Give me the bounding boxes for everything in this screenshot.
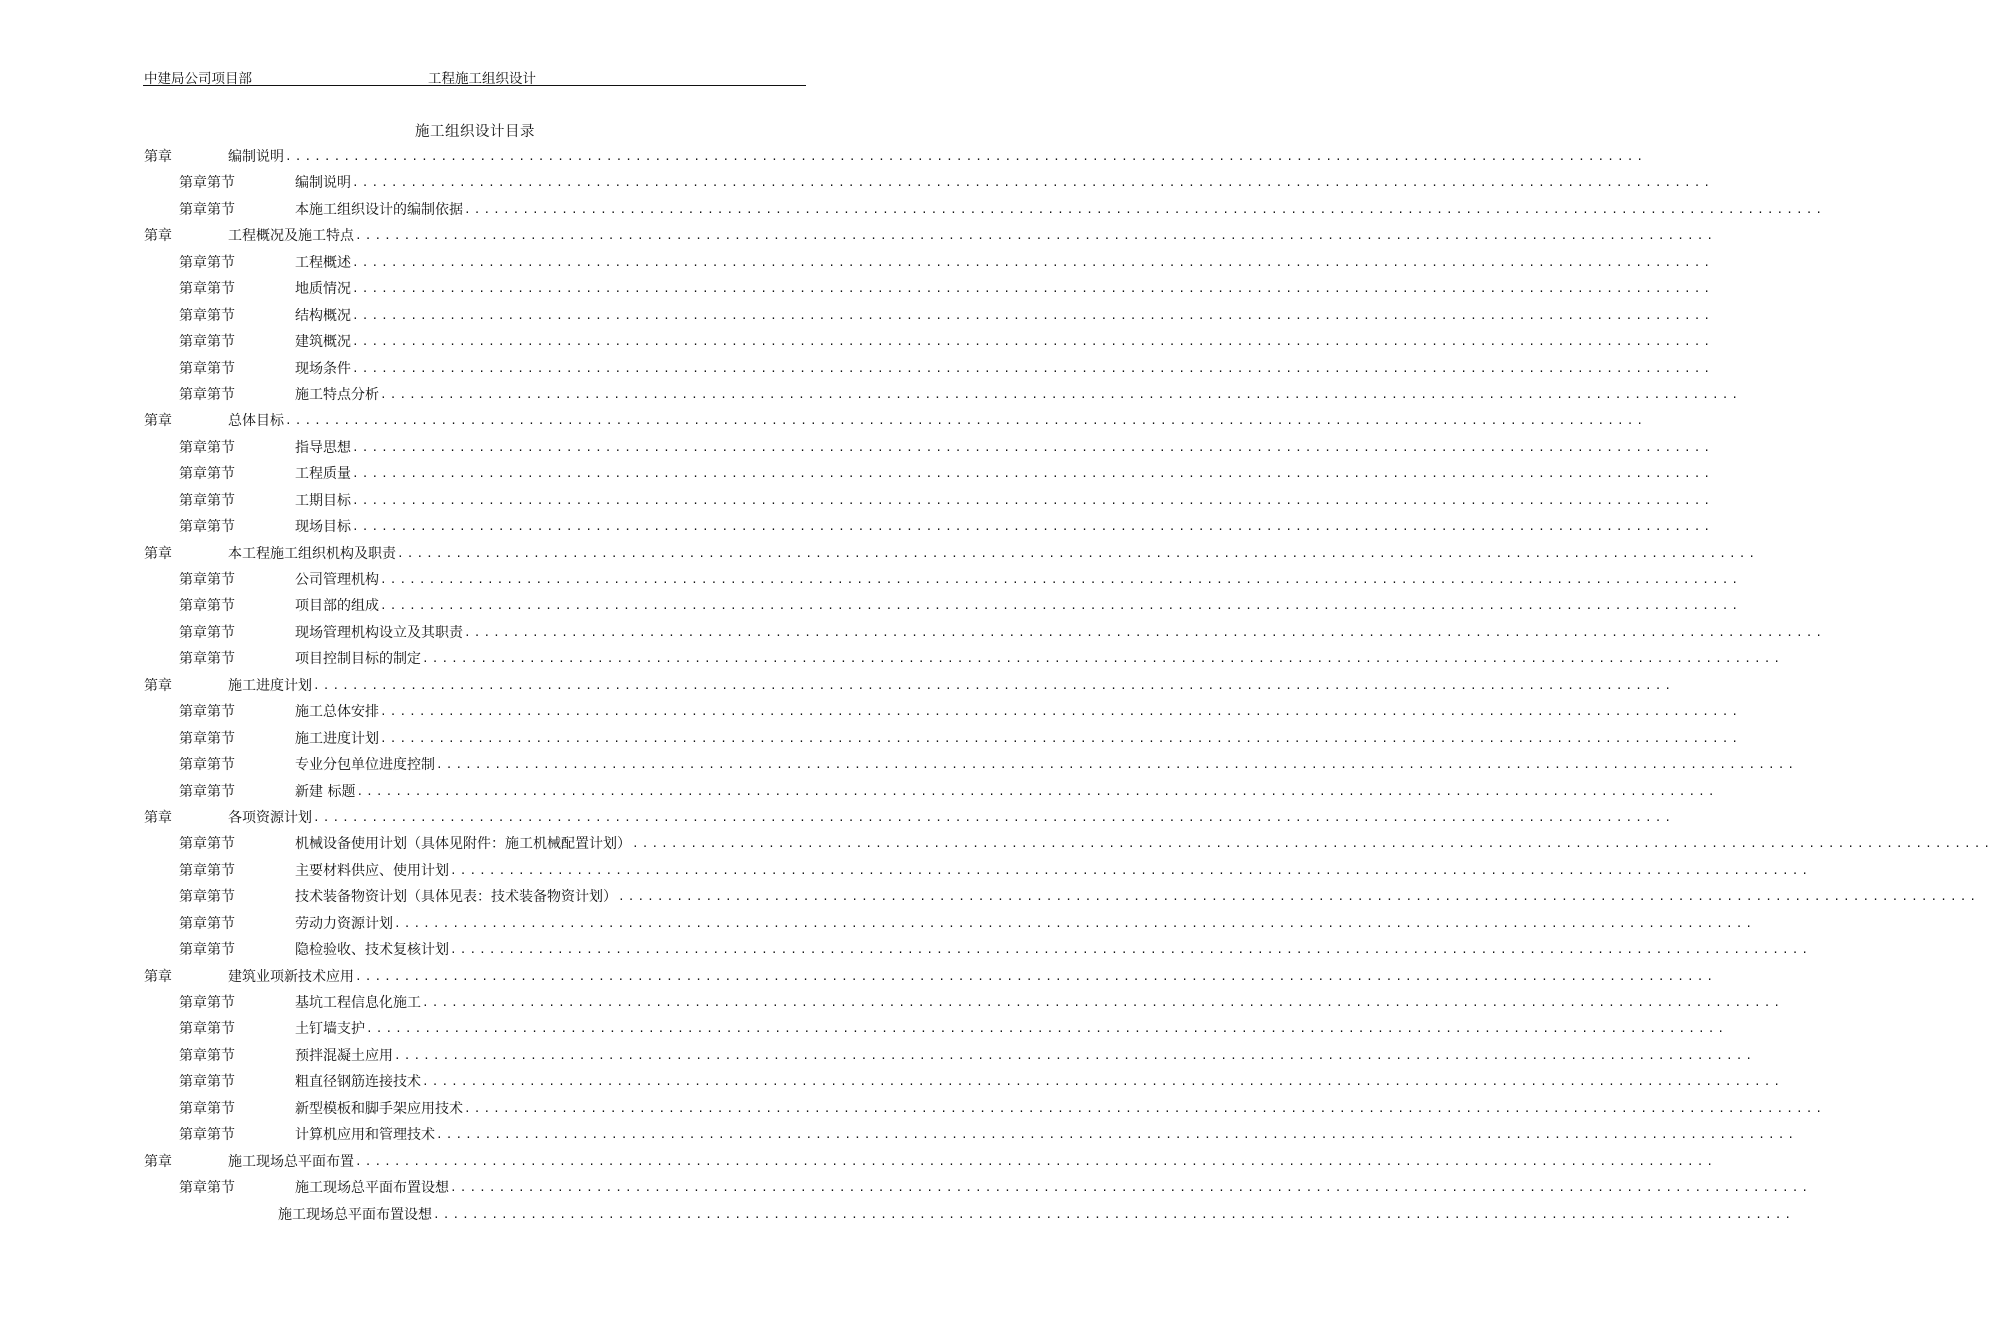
toc-entry-title-line <box>295 276 1714 302</box>
toc-entry-title-line <box>295 884 1980 910</box>
toc-entry-section[interactable] <box>0 303 1714 329</box>
toc-entry-number: 第章第节 <box>179 356 235 382</box>
toc-entry-number: 第章 <box>144 964 172 990</box>
toc-entry-title-line <box>295 1096 1826 1122</box>
toc-entry-section[interactable] <box>0 567 1742 593</box>
toc-entry-number: 第章第节 <box>179 276 235 302</box>
toc-entry-title: 专业分包单位进度控制 <box>295 752 436 778</box>
toc-entry-title-line <box>295 1069 1784 1095</box>
toc-entry-number: 第章第节 <box>179 937 235 963</box>
toc-entry-title-line <box>295 779 1718 805</box>
toc-dot-leader: ............................................................................................................................................ <box>352 520 1714 534</box>
toc-dot-leader: ............................................................................................................................................ <box>352 493 1714 507</box>
toc-entry-number: 第章 <box>144 223 172 249</box>
toc-entry-number: 第章第节 <box>179 435 235 461</box>
toc-entry-number: 第章第节 <box>179 461 235 487</box>
toc-entry-title-line <box>295 197 1826 223</box>
toc-dot-leader: ............................................................................................................................................ <box>464 202 1826 216</box>
toc-dot-leader: ............................................................................................................................................ <box>352 282 1714 296</box>
toc-dot-leader: ............................................................................................................................................ <box>632 837 1993 851</box>
toc-entry-number: 第章第节 <box>179 593 235 619</box>
toc-entry-number: 第章第节 <box>179 250 235 276</box>
toc-dot-leader: ............................................................................................................................................ <box>464 1101 1826 1115</box>
toc-entry-section[interactable] <box>0 752 1798 778</box>
toc-entry-chapter[interactable] <box>0 1149 1717 1175</box>
toc-entry-title-line <box>295 435 1714 461</box>
toc-entry-title: 主要材料供应、使用计划 <box>295 858 450 884</box>
toc-entry-number: 第章 <box>144 408 172 434</box>
toc-entry-title-line <box>295 356 1714 382</box>
toc-entry-title: 项目控制目标的制定 <box>295 646 422 672</box>
toc-dot-leader: ............................................................................................................................................ <box>380 573 1742 586</box>
toc-entry-section[interactable] <box>0 937 1812 963</box>
toc-dot-leader: ............................................................................................................................................ <box>394 1048 1756 1062</box>
toc-entry-title-line <box>295 514 1714 540</box>
toc-entry-title: 指导思想 <box>295 435 352 461</box>
toc-entry-title-line <box>228 1149 1717 1175</box>
toc-dot-leader: ............................................................................................................................................ <box>352 255 1714 269</box>
toc-entry-title: 本施工组织设计的编制依据 <box>295 197 464 223</box>
toc-entry-title: 结构概况 <box>295 303 352 329</box>
toc-entry-number: 第章 <box>144 673 172 699</box>
toc-entry-section[interactable] <box>0 1096 1826 1122</box>
toc-entry-number: 第章第节 <box>179 197 235 223</box>
toc-entry-section[interactable] <box>0 884 1980 910</box>
toc-entry-title-line <box>295 1016 1728 1042</box>
toc-entry-title-line <box>295 620 1826 646</box>
toc-entry-title-line <box>295 831 1993 857</box>
toc-dot-leader: ............................................................................................................................................ <box>352 440 1714 454</box>
toc-dot-leader: ............................................................................................................................................ <box>352 361 1714 375</box>
toc-entry-title: 现场目标 <box>295 514 352 540</box>
toc-entry-number: 第章第节 <box>179 329 235 355</box>
toc-entry-title: 预拌混凝土应用 <box>295 1043 394 1069</box>
toc-entry-section[interactable] <box>0 1175 1812 1201</box>
toc-entry-section[interactable] <box>0 911 1756 937</box>
toc-entry-number: 第章第节 <box>179 567 235 593</box>
toc-entry-chapter[interactable] <box>0 144 1647 170</box>
toc-entry-section[interactable] <box>0 382 1742 408</box>
table-of-contents <box>0 144 1993 1228</box>
toc-dot-leader: ............................................................................................................................................ <box>355 969 1717 983</box>
toc-entry-number: 第章第节 <box>179 1096 235 1122</box>
toc-entry-title: 粗直径钢筋连接技术 <box>295 1069 422 1095</box>
toc-entry-title-line <box>228 964 1717 990</box>
toc-dot-leader: ............................................................................................................................................ <box>313 810 1675 824</box>
toc-entry-section[interactable] <box>0 831 1993 857</box>
toc-entry-title: 施工现场总平面布置 <box>228 1149 355 1175</box>
toc-title: 施工组织设计目录 <box>415 124 535 140</box>
toc-entry-number: 第章第节 <box>179 779 235 805</box>
toc-entry-title-line <box>228 408 1647 434</box>
toc-entry-section[interactable] <box>0 779 1718 805</box>
toc-entry-title-line <box>295 329 1714 355</box>
toc-entry-title: 工程质量 <box>295 461 352 487</box>
toc-entry-title-line <box>295 303 1714 329</box>
toc-dot-leader: ............................................................................................................................................ <box>436 1128 1798 1142</box>
toc-entry-chapter[interactable] <box>0 408 1647 434</box>
toc-entry-title: 机械设备使用计划（具体见附件：施工机械配置计划） <box>295 831 632 857</box>
toc-entry-section[interactable] <box>0 514 1714 540</box>
toc-entry-section[interactable] <box>0 726 1742 752</box>
toc-entry-title-line <box>228 805 1675 831</box>
toc-entry-section[interactable] <box>0 250 1714 276</box>
toc-entry-section[interactable] <box>0 435 1714 461</box>
toc-entry-title-line <box>295 593 1742 619</box>
toc-entry-number: 第章第节 <box>179 620 235 646</box>
toc-entry-section[interactable] <box>0 276 1714 302</box>
toc-entry-sub[interactable] <box>0 1202 1795 1228</box>
toc-entry-title-line <box>295 752 1798 778</box>
toc-entry-section[interactable] <box>0 620 1826 646</box>
toc-entry-title-line <box>295 937 1812 963</box>
toc-entry-number: 第章 <box>144 541 172 567</box>
toc-entry-section[interactable] <box>0 1016 1728 1042</box>
toc-entry-title: 项目部的组成 <box>295 593 380 619</box>
toc-entry-number: 第章第节 <box>179 726 235 752</box>
toc-entry-number: 第章第节 <box>179 1043 235 1069</box>
toc-entry-title-line <box>295 646 1784 672</box>
toc-entry-title: 施工特点分析 <box>295 382 380 408</box>
toc-entry-number: 第章第节 <box>179 858 235 884</box>
toc-entry-title-line <box>295 726 1742 752</box>
toc-dot-leader: ............................................................................................................................................ <box>356 784 1718 798</box>
toc-entry-number: 第章 <box>144 1149 172 1175</box>
toc-dot-leader: ............................................................................................................................................ <box>366 1022 1728 1036</box>
toc-entry-section[interactable] <box>0 593 1742 619</box>
toc-entry-section[interactable] <box>0 1043 1756 1069</box>
toc-entry-chapter[interactable] <box>0 673 1675 699</box>
toc-dot-leader: ............................................................................................................................................ <box>422 652 1784 666</box>
toc-entry-title: 施工进度计划 <box>228 673 313 699</box>
toc-entry-number: 第章第节 <box>179 699 235 725</box>
toc-entry-title: 公司管理机构 <box>295 567 380 593</box>
toc-entry-title: 施工现场总平面布置设想 <box>278 1202 433 1228</box>
toc-dot-leader: ............................................................................................................................................ <box>380 387 1742 401</box>
toc-dot-leader: ............................................................................................................................................ <box>380 705 1742 719</box>
toc-entry-title: 现场条件 <box>295 356 352 382</box>
toc-entry-title-line <box>295 382 1742 408</box>
toc-entry-title: 工程概况及施工特点 <box>228 223 355 249</box>
toc-entry-title: 施工现场总平面布置设想 <box>295 1175 450 1201</box>
toc-entry-title-line <box>228 223 1717 249</box>
toc-entry-title-line <box>295 250 1714 276</box>
toc-entry-section[interactable] <box>0 329 1714 355</box>
toc-entry-number: 第章第节 <box>179 1175 235 1201</box>
toc-entry-title: 隐检验收、技术复核计划 <box>295 937 450 963</box>
toc-entry-section[interactable] <box>0 646 1784 672</box>
toc-entry-number: 第章第节 <box>179 831 235 857</box>
toc-dot-leader: ............................................................................................................................................ <box>422 996 1784 1009</box>
toc-dot-leader: ............................................................................................................................................ <box>422 1075 1784 1089</box>
toc-dot-leader: ............................................................................................................................................ <box>433 1207 1795 1221</box>
toc-entry-section[interactable] <box>0 197 1826 223</box>
toc-dot-leader: ............................................................................................................................................ <box>313 678 1675 692</box>
toc-entry-chapter[interactable] <box>0 541 1759 567</box>
toc-entry-number: 第章第节 <box>179 646 235 672</box>
toc-entry-title: 新型模板和脚手架应用技术 <box>295 1096 464 1122</box>
toc-entry-number: 第章第节 <box>179 514 235 540</box>
toc-entry-chapter[interactable] <box>0 964 1717 990</box>
toc-dot-leader: ............................................................................................................................................ <box>450 943 1812 957</box>
toc-entry-title-line <box>295 1175 1812 1201</box>
toc-dot-leader: ............................................................................................................................................ <box>450 863 1812 877</box>
toc-entry-number: 第章第节 <box>179 884 235 910</box>
toc-entry-title-line <box>228 144 1647 170</box>
toc-entry-number: 第章 <box>144 805 172 831</box>
toc-entry-title: 基坑工程信息化施工 <box>295 990 422 1016</box>
toc-entry-title: 新建 标题 <box>295 779 356 805</box>
toc-entry-number: 第章第节 <box>179 911 235 937</box>
toc-entry-section[interactable] <box>0 1069 1784 1095</box>
toc-entry-title: 建筑业项新技术应用 <box>228 964 355 990</box>
toc-dot-leader: ............................................................................................................................................ <box>285 150 1647 163</box>
page-header <box>143 66 806 86</box>
toc-dot-leader: ............................................................................................................................................ <box>618 890 1980 904</box>
toc-entry-title-line <box>295 858 1812 884</box>
toc-entry-number: 第章第节 <box>179 1016 235 1042</box>
toc-entry-title: 施工总体安排 <box>295 699 380 725</box>
toc-dot-leader: ............................................................................................................................................ <box>394 916 1756 930</box>
toc-entry-title-line <box>295 1043 1756 1069</box>
toc-entry-number: 第章第节 <box>179 488 235 514</box>
toc-dot-leader: ............................................................................................................................................ <box>355 229 1717 243</box>
toc-dot-leader: ............................................................................................................................................ <box>464 625 1826 639</box>
toc-dot-leader: ............................................................................................................................................ <box>352 308 1714 322</box>
toc-dot-leader: ............................................................................................................................................ <box>355 1154 1717 1168</box>
toc-entry-title: 各项资源计划 <box>228 805 313 831</box>
toc-entry-number: 第章第节 <box>179 1069 235 1095</box>
toc-entry-section[interactable] <box>0 1122 1798 1148</box>
toc-entry-title: 土钉墙支护 <box>295 1016 366 1042</box>
toc-entry-title-line <box>228 541 1759 567</box>
toc-dot-leader: ............................................................................................................................................ <box>352 335 1714 349</box>
toc-entry-title-line <box>295 461 1714 487</box>
toc-entry-section[interactable] <box>0 699 1742 725</box>
toc-dot-leader: ............................................................................................................................................ <box>436 758 1798 772</box>
toc-entry-number: 第章第节 <box>179 382 235 408</box>
toc-entry-number: 第章第节 <box>179 170 235 196</box>
toc-dot-leader: ............................................................................................................................................ <box>380 599 1742 613</box>
toc-dot-leader: ............................................................................................................................................ <box>397 546 1759 560</box>
toc-entry-title: 工程概述 <box>295 250 352 276</box>
toc-dot-leader: ............................................................................................................................................ <box>285 414 1647 428</box>
header-doc-title: 工程施工组织设计 <box>428 71 536 87</box>
toc-entry-title: 本工程施工组织机构及职责 <box>228 541 397 567</box>
toc-entry-title: 现场管理机构设立及其职责 <box>295 620 464 646</box>
toc-entry-number: 第章第节 <box>179 1122 235 1148</box>
toc-entry-title: 技术装备物资计划（具体见表：技术装备物资计划） <box>295 884 618 910</box>
toc-entry-title: 总体目标 <box>228 408 285 434</box>
toc-entry-section[interactable] <box>0 356 1714 382</box>
toc-entry-title-line <box>295 567 1742 593</box>
toc-entry-section[interactable] <box>0 488 1714 514</box>
toc-entry-section[interactable] <box>0 461 1714 487</box>
toc-entry-number: 第章第节 <box>179 752 235 778</box>
toc-entry-title-line <box>278 1202 1795 1228</box>
toc-dot-leader: ............................................................................................................................................ <box>352 176 1714 190</box>
toc-entry-title-line <box>295 488 1714 514</box>
toc-entry-chapter[interactable] <box>0 805 1675 831</box>
header-company: 中建局公司项目部 <box>144 71 252 87</box>
toc-entry-title: 劳动力资源计划 <box>295 911 394 937</box>
toc-dot-leader: ............................................................................................................................................ <box>450 1181 1812 1195</box>
toc-entry-title: 地质情况 <box>295 276 352 302</box>
toc-entry-title-line <box>295 990 1784 1016</box>
toc-entry-title: 工期目标 <box>295 488 352 514</box>
toc-entry-title: 计算机应用和管理技术 <box>295 1122 436 1148</box>
toc-entry-section[interactable] <box>0 990 1784 1016</box>
toc-entry-title: 建筑概况 <box>295 329 352 355</box>
toc-entry-title-line <box>295 699 1742 725</box>
toc-entry-title-line <box>295 170 1714 196</box>
toc-dot-leader: ............................................................................................................................................ <box>352 467 1714 481</box>
toc-dot-leader: ............................................................................................................................................ <box>380 731 1742 745</box>
toc-entry-chapter[interactable] <box>0 223 1717 249</box>
toc-entry-section[interactable] <box>0 858 1812 884</box>
toc-entry-title: 编制说明 <box>228 144 285 170</box>
toc-entry-title: 施工进度计划 <box>295 726 380 752</box>
toc-entry-title-line <box>228 673 1675 699</box>
toc-entry-section[interactable] <box>0 170 1714 196</box>
toc-entry-title-line <box>295 911 1756 937</box>
toc-entry-number: 第章第节 <box>179 990 235 1016</box>
toc-entry-number: 第章第节 <box>179 303 235 329</box>
toc-entry-title: 编制说明 <box>295 170 352 196</box>
toc-entry-number: 第章 <box>144 144 172 170</box>
toc-entry-title-line <box>295 1122 1798 1148</box>
